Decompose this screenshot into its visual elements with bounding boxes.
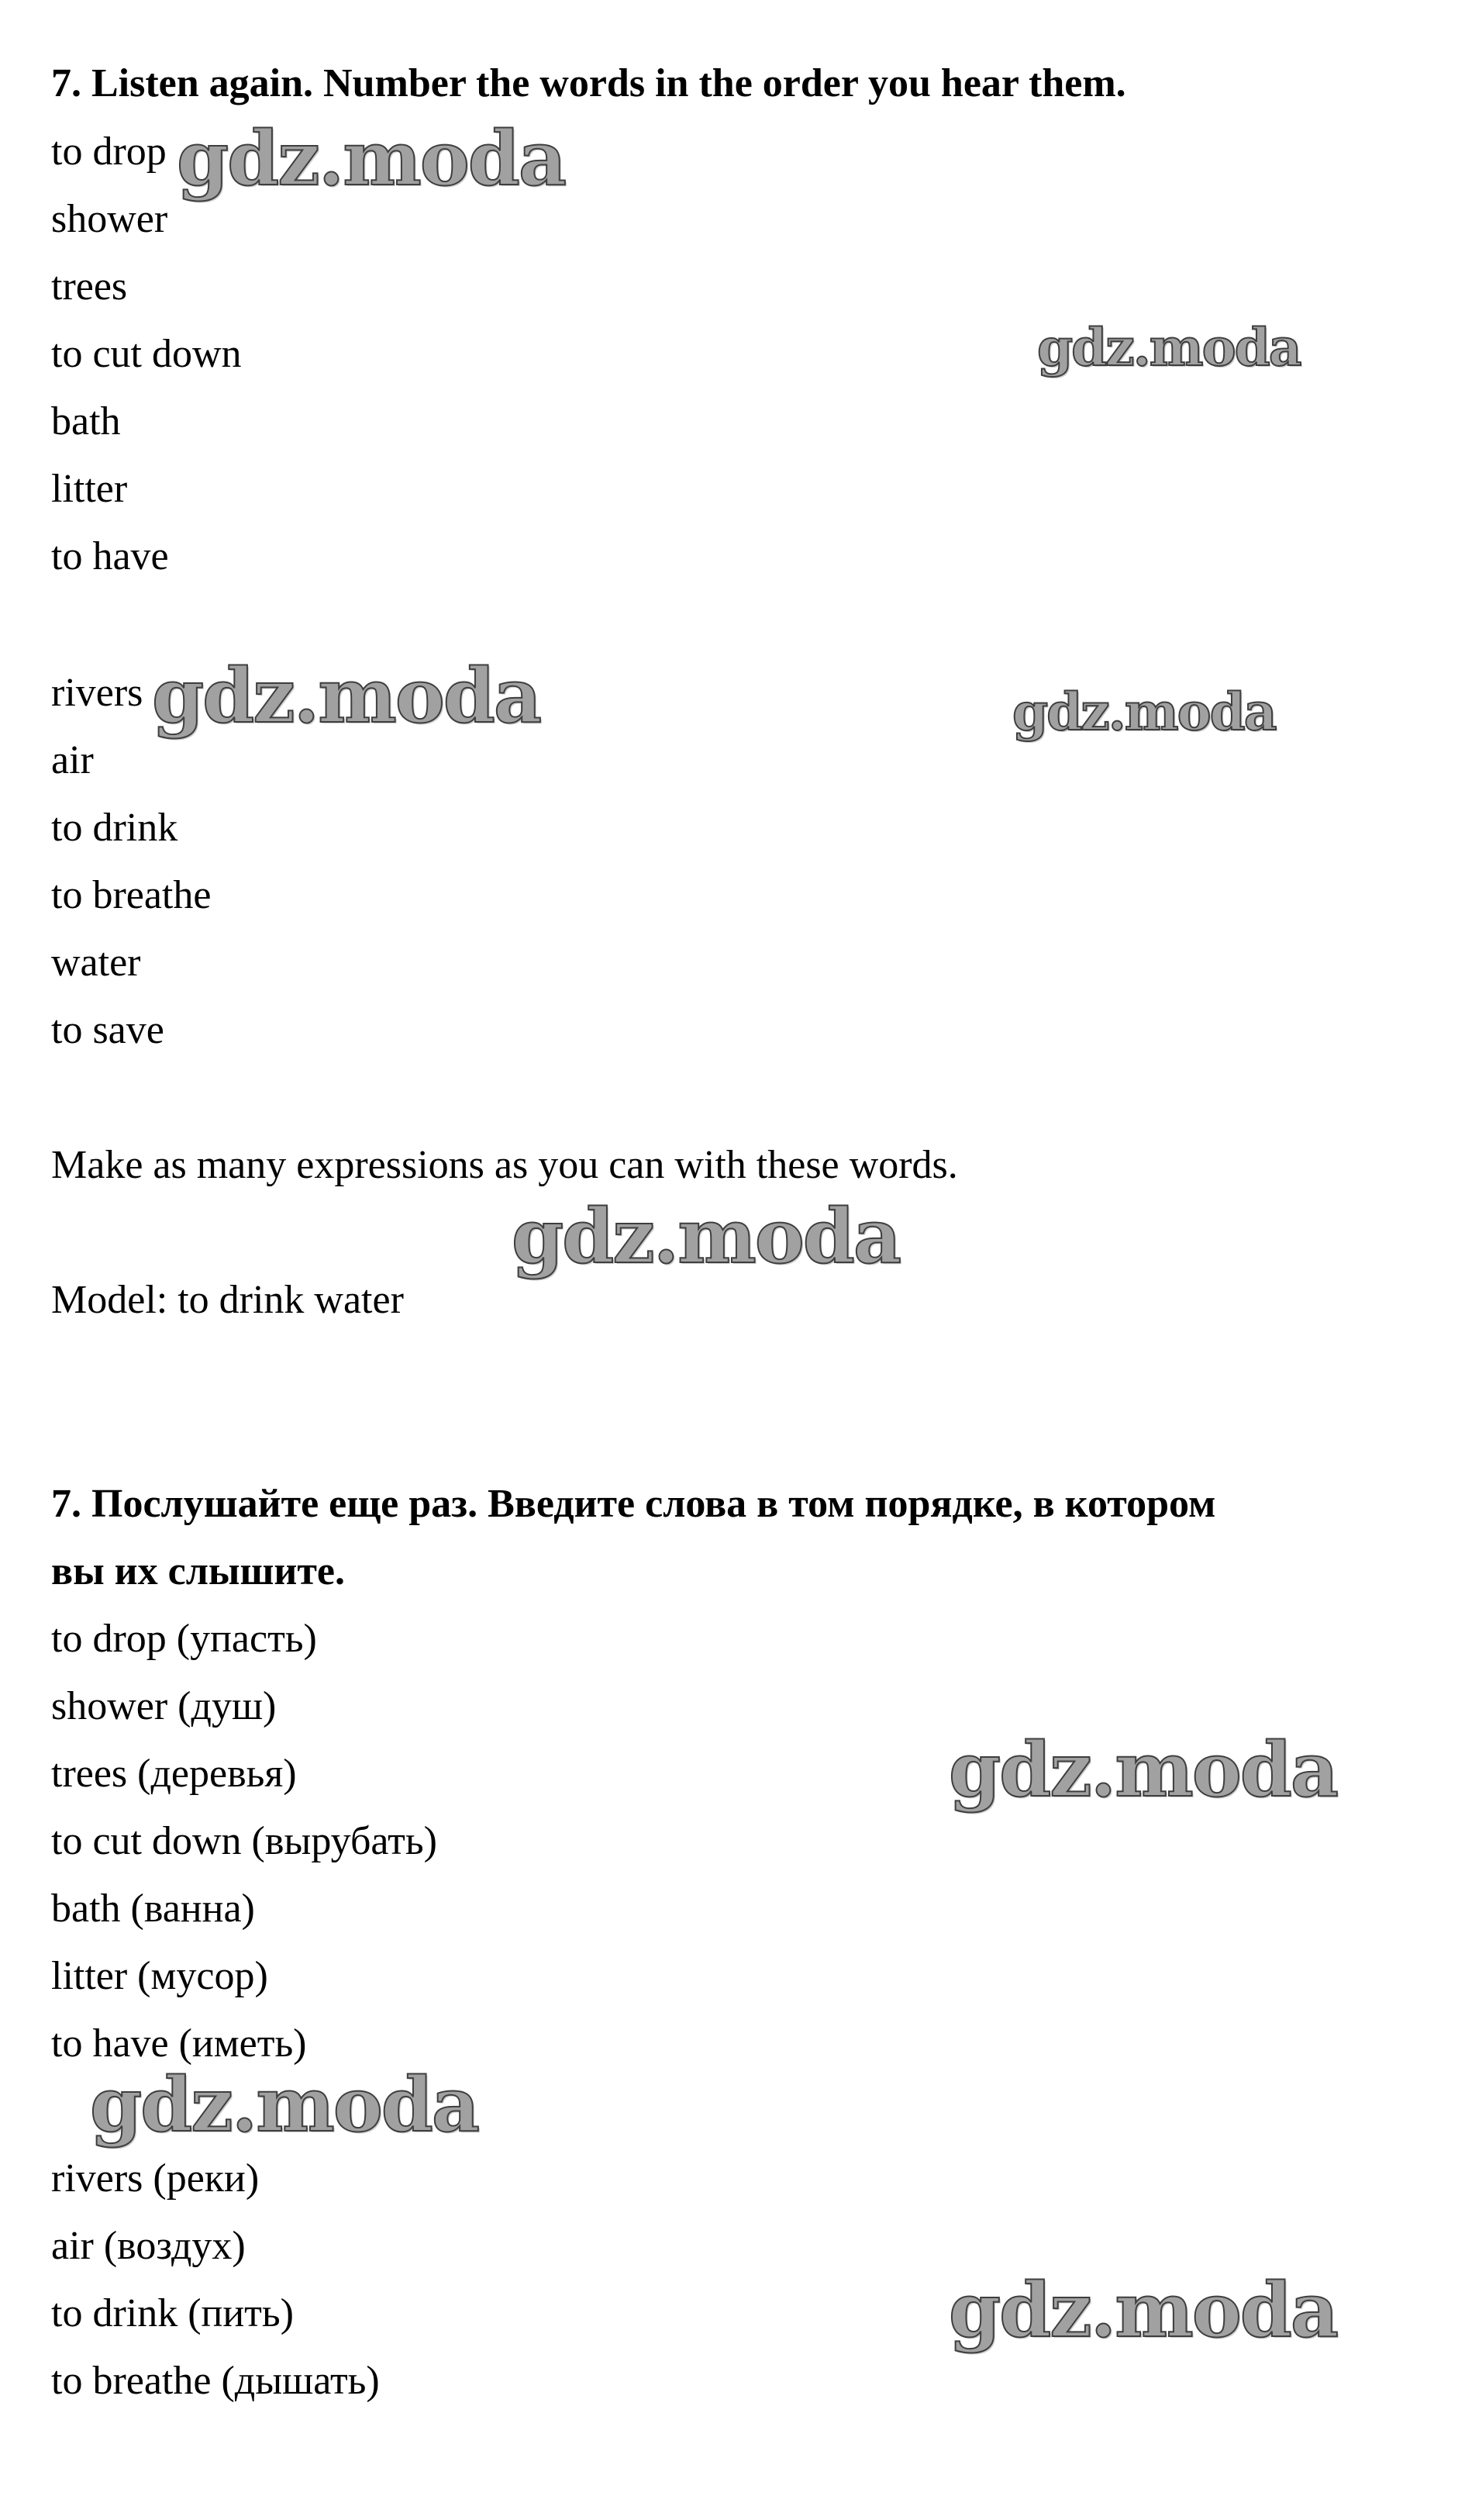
instruction-text: Make as many expressions as you can with these words.: [51, 1143, 958, 1187]
watermark-logo: gdz.moda: [1012, 682, 1276, 742]
model-text: Model: to drink water: [51, 1278, 404, 1322]
watermark-logo: gdz.moda: [177, 115, 566, 202]
watermark-logo: gdz.moda: [1037, 317, 1301, 378]
word-item: trees: [51, 264, 128, 309]
word-item-translated: to drop (упасть): [51, 1617, 317, 1661]
watermark-logo: gdz.moda: [949, 2266, 1338, 2354]
word-item-translated: to drink (пить): [51, 2291, 294, 2335]
word-item: to drop: [51, 129, 167, 174]
word-item: shower: [51, 197, 168, 241]
watermark-logo: gdz.moda: [90, 2061, 479, 2149]
word-item: to cut down: [51, 332, 242, 376]
watermark-logo: gdz.moda: [512, 1193, 901, 1280]
word-item-translated: air (воздух): [51, 2224, 246, 2268]
exercise-heading-en: 7. Listen again. Number the words in the order you hear them.: [51, 61, 1126, 105]
exercise-heading-ru-cont: вы их слышите.: [51, 1549, 345, 1593]
word-item: to have: [51, 534, 169, 578]
exercise-heading-ru: 7. Послушайте еще раз. Введите слова в том порядке, в котором: [51, 1482, 1216, 1526]
word-item: water: [51, 941, 141, 985]
word-item-translated: to cut down (вырубать): [51, 1819, 437, 1863]
word-item-translated: litter (мусор): [51, 1954, 268, 1998]
word-item: rivers: [51, 671, 143, 715]
word-item-translated: bath (ванна): [51, 1887, 255, 1931]
word-item-translated: shower (душ): [51, 1684, 277, 1728]
watermark-logo: gdz.moda: [152, 652, 541, 740]
watermark-logo: gdz.moda: [949, 1726, 1338, 1814]
word-item: litter: [51, 467, 128, 511]
word-item-translated: to breathe (дышать): [51, 2359, 380, 2403]
word-item-translated: rivers (реки): [51, 2156, 260, 2201]
word-item: to breathe: [51, 873, 212, 917]
word-item: air: [51, 738, 94, 782]
word-item: bath: [51, 399, 121, 444]
word-item: to drink: [51, 806, 178, 850]
word-item: to save: [51, 1008, 164, 1052]
word-item-translated: trees (деревья): [51, 1752, 297, 1796]
word-item-translated: to have (иметь): [51, 2021, 307, 2066]
